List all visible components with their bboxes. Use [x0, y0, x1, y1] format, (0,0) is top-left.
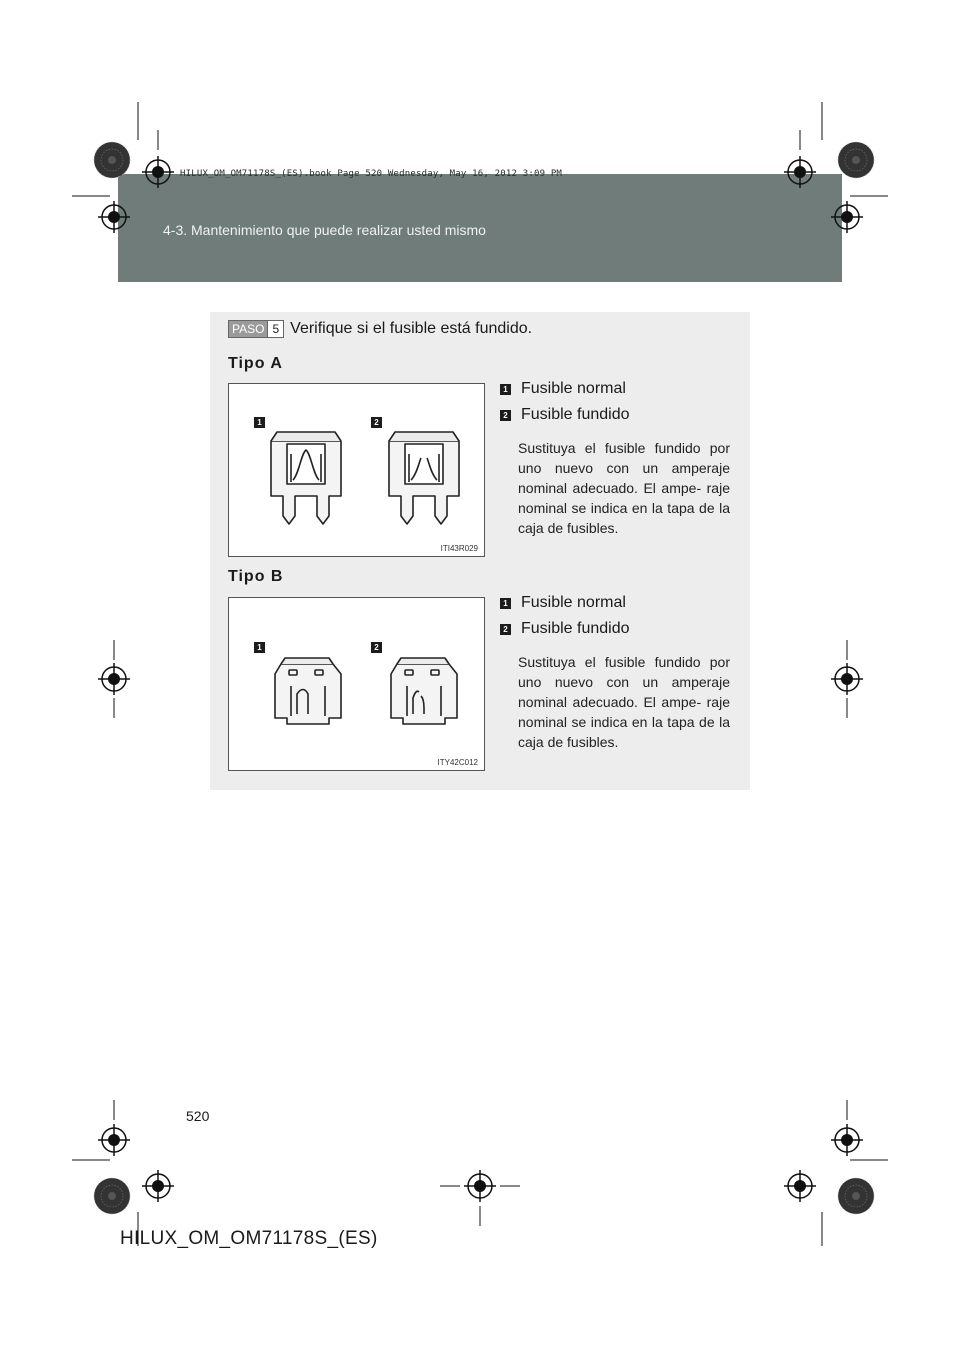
callout-2-type-a: 2 [371, 417, 382, 428]
registration-mark [98, 1124, 130, 1156]
legend-number-badge: 1 [500, 598, 511, 609]
callout-1-type-b: 1 [254, 642, 265, 653]
sunburst-mark-br [838, 1178, 874, 1214]
type-b-title: Tipo B [228, 568, 284, 585]
registration-mark [784, 156, 816, 188]
registration-mark [464, 1170, 496, 1202]
crop-lines [72, 102, 888, 1246]
callout-2-type-b: 2 [371, 642, 382, 653]
legend-number-badge: 2 [500, 410, 511, 421]
book-stamp: HILUX_OM_OM71178S_(ES).book Page 520 Wednesday, May 16, 2012 3:09 PM [180, 169, 563, 179]
step-badge-label: PASO [229, 321, 267, 337]
figure-code-type-a: ITI43R029 [440, 544, 478, 553]
replacement-instruction: Sustituya el fusible fundido por uno nuevo con un amperaje nominal adecuado. El ampe- raje nominal se indica en la tapa de la caja de fusibles. [518, 654, 730, 750]
registration-mark [831, 663, 863, 695]
callout-1-type-a: 1 [254, 417, 265, 428]
replacement-instruction: Sustituya el fusible fundido por uno nuevo con un amperaje nominal adecuado. El ampe- raje nominal se indica en la tapa de la caja de fusibles. [518, 440, 730, 536]
registration-mark [142, 1170, 174, 1202]
registration-mark [831, 201, 863, 233]
type-a-title: Tipo A [228, 355, 283, 372]
step-badge-number: 5 [267, 321, 283, 337]
registration-mark [142, 156, 174, 188]
sunburst-mark-tl [94, 142, 130, 178]
page-number: 520 [186, 1108, 210, 1124]
registration-mark [98, 201, 130, 233]
registration-mark [831, 1124, 863, 1156]
step-text: Verifique si el fusible está fundido. [290, 320, 533, 337]
registration-mark [98, 663, 130, 695]
legend-label: Fusible normal [521, 594, 626, 611]
sunburst-mark-tr [838, 142, 874, 178]
legend-number-badge: 2 [500, 624, 511, 635]
sunburst-mark-bl [94, 1178, 130, 1214]
registration-mark [784, 1170, 816, 1202]
legend-label: Fusible normal [521, 380, 626, 397]
legend-label: Fusible fundido [521, 406, 630, 423]
legend-label: Fusible fundido [521, 620, 630, 637]
document-id: HILUX_OM_OM71178S_(ES) [120, 1228, 378, 1249]
legend-number-badge: 1 [500, 384, 511, 395]
section-title: 4-3. Mantenimiento que puede realizar usted mismo [163, 222, 486, 238]
figure-code-type-b: ITY42C012 [437, 758, 478, 767]
